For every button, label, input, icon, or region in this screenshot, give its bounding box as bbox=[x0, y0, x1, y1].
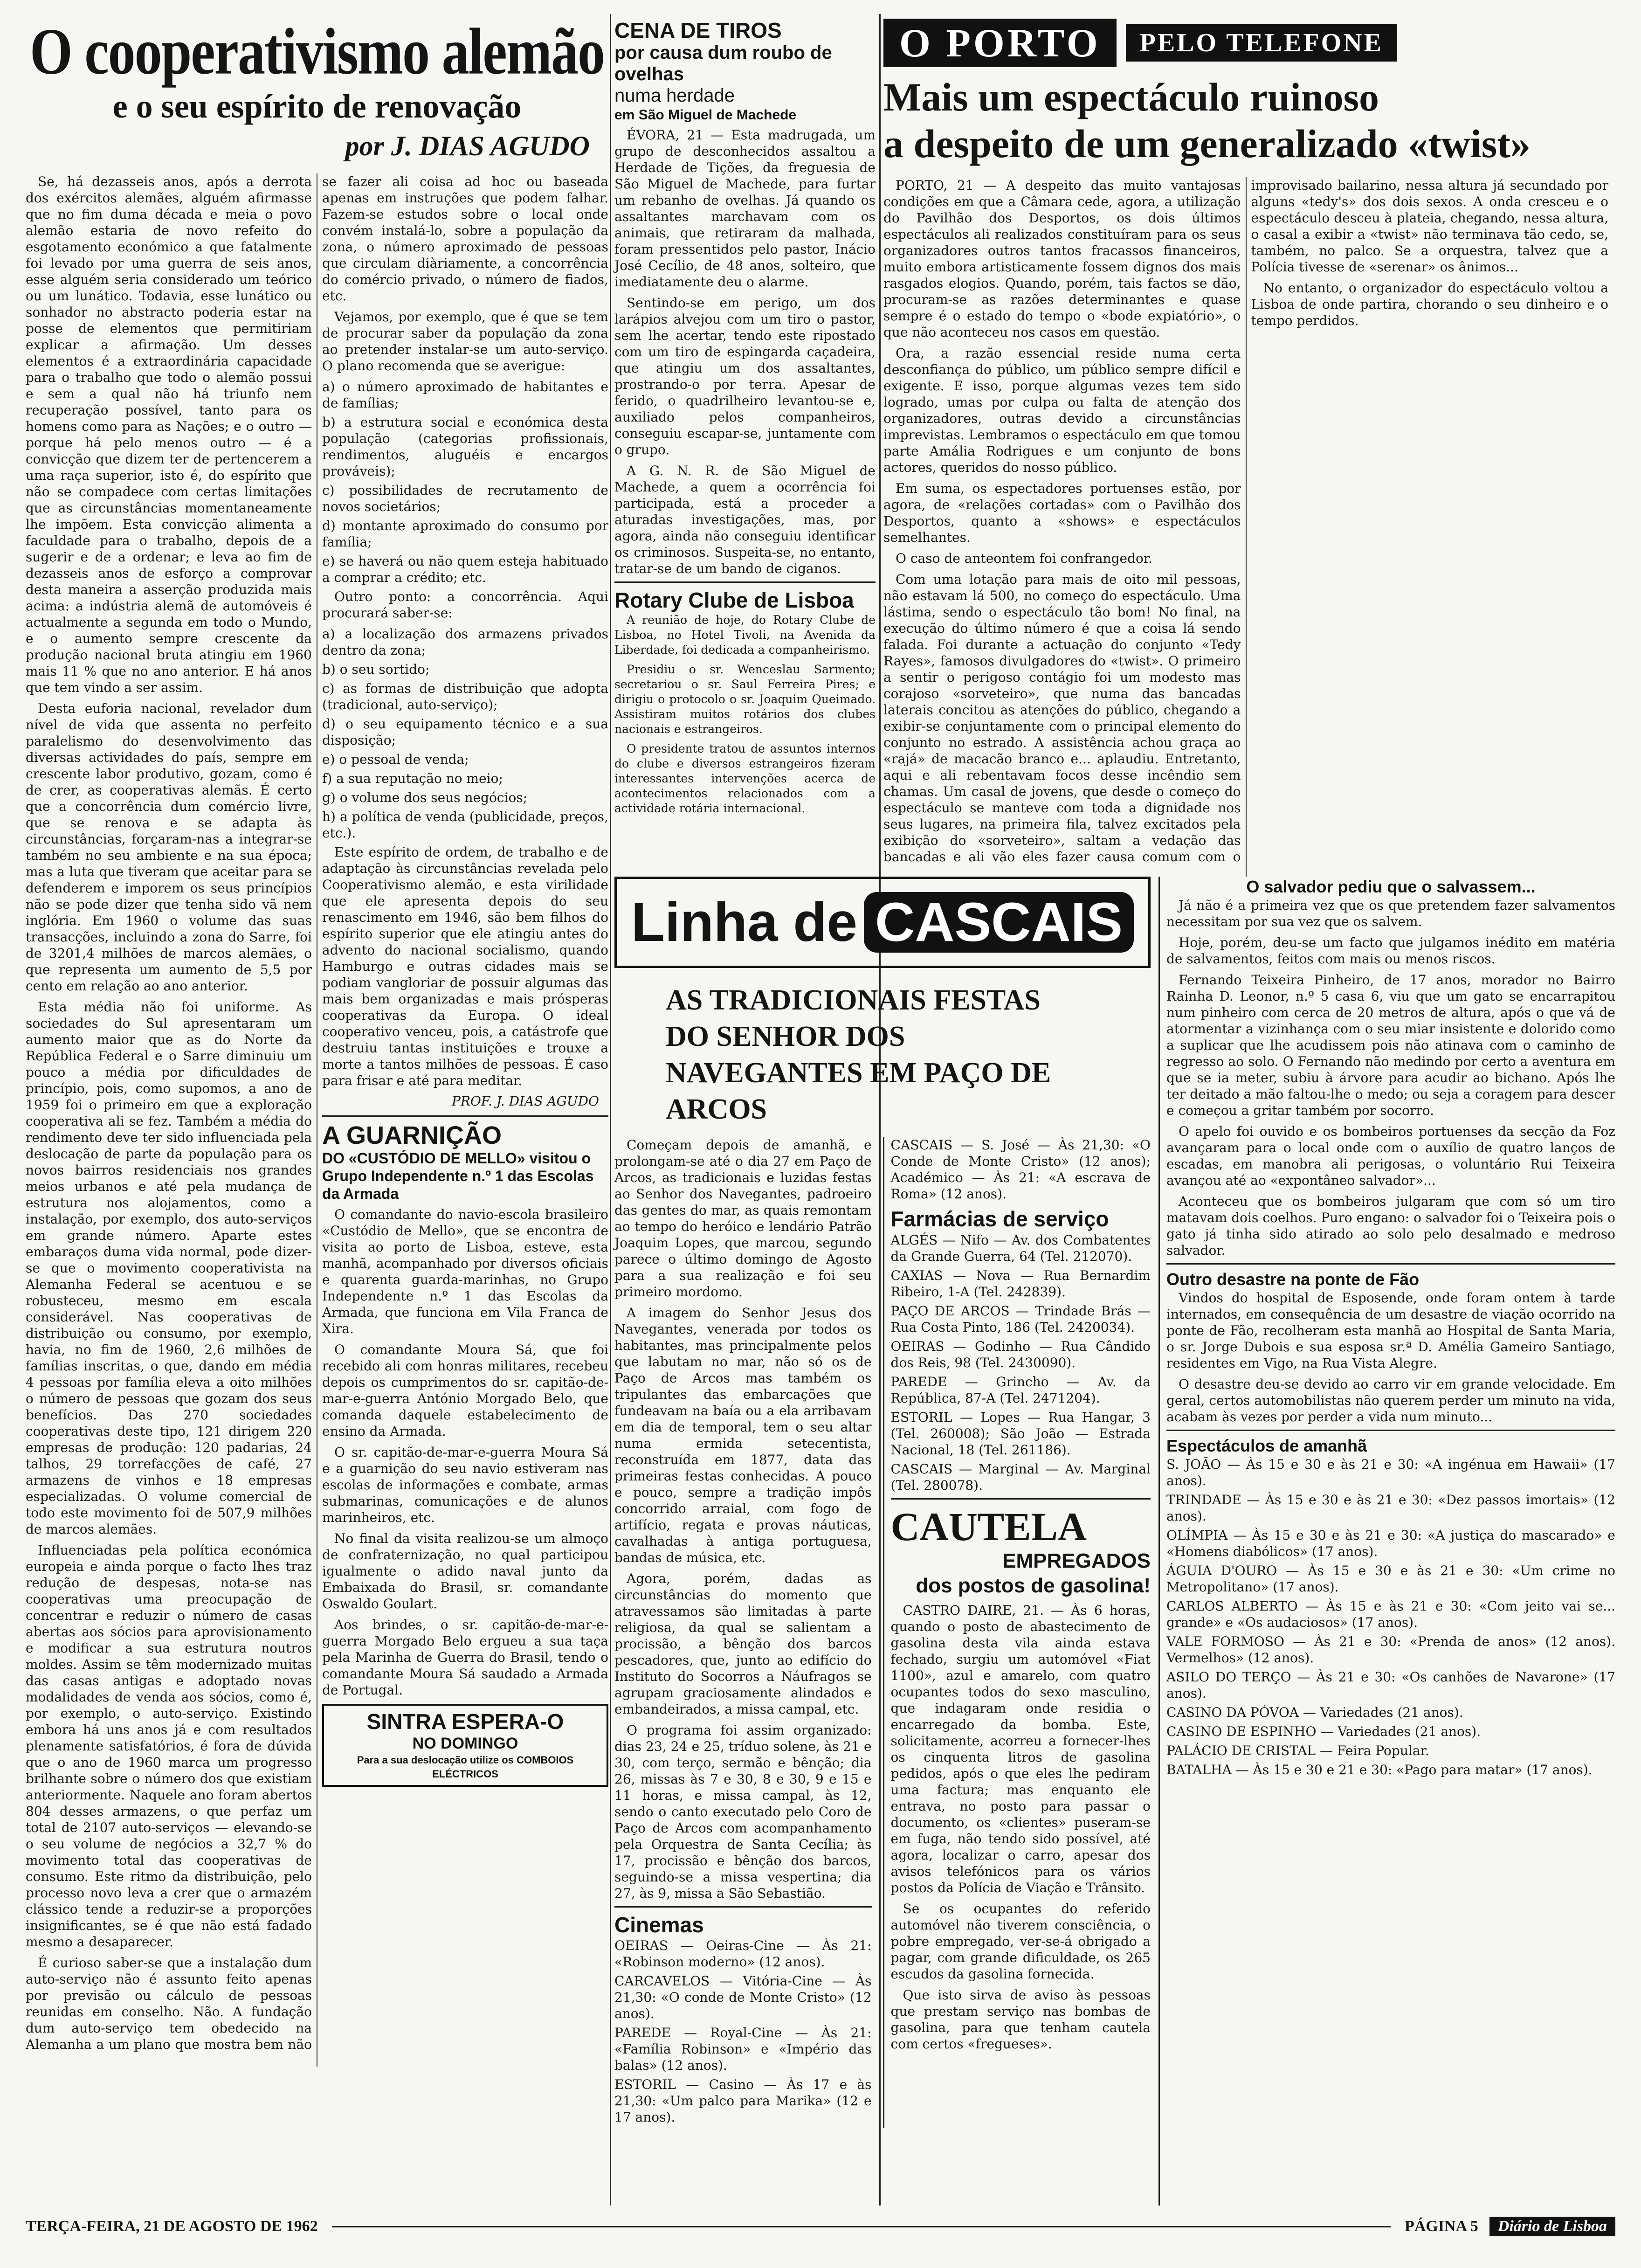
article-guarnicao bbox=[322, 1121, 608, 1698]
column-right bbox=[883, 19, 1620, 175]
divider bbox=[614, 1906, 872, 1908]
espectaculos-title: Espectáculos de amanhã bbox=[1166, 1436, 1367, 1455]
sintra-ad bbox=[322, 1704, 608, 1787]
list-item: BATALHA — Às 15 e 30 e 21 e 30: «Pago para matar» (17 anos). bbox=[1166, 1762, 1593, 1777]
rotary-title: Rotary Clube de Lisboa bbox=[614, 588, 854, 612]
divider bbox=[322, 1115, 608, 1117]
paragraph: Este espírito de ordem, de trabalho e de adaptação às circunstâncias revelada pelo Cooperativismo alemão, e esta virilidade que ele apresenta depois do seu renascimento em 1946, são bem filhos do espírito superior que ele atingiu antes do advento do nacional socialismo, quando Hamburgo e outras cidades mais se podiam vangloriar de possuir algumas das mais bem organizadas e mais prósperas cooperativas da Europa. O ideal cooperativo venceu, pois, a catástrofe que destruiu tantas instituições e trouxe a morte a tantos milhões de pessoas. É caso para frisar e até para meditar. bbox=[322, 844, 608, 1088]
list-item: f) a sua reputação no meio; bbox=[322, 771, 503, 786]
paragraph: Começam depois de amanhã, e prolongam-se até o dia 27 em Paço de Arcos, as tradicionais e luzidas festas ao Senhor dos Navegantes, padroeiro das gentes do mar, as quais remontam ao tempo do heróico e lendário Patrão Joaquim Lopes, que marcou, segundo parece o último domingo de Agosto para a sua realização e foi seu primeiro mordomo. bbox=[614, 1137, 872, 1300]
page-footer bbox=[26, 2215, 1615, 2238]
list-item: d) o seu equipamento técnico e a sua disposição; bbox=[322, 716, 608, 748]
paragraph: O desastre deu-se devido ao carro vir em grande velocidade. Em geral, certos automobilistas não querem perder um minuto na vida, acabam às vezes por perder a vida num minuto... bbox=[1166, 1376, 1615, 1424]
paragraph: No final da visita realizou-se um almoço de confraternização, no qual participou igualmente o adido naval junto da Embaixada do Brasil, sr. comandante Oswaldo Goulart. bbox=[322, 1531, 608, 1611]
paragraph: Desta euforia nacional, revelador dum nível de vida que assenta no perfeito paralelismo do desenvolvimento das diversas actividades do país, sempre em crescente labor produtivo, gozam, como é de crer, as cooperativas alemãs. É certo que a concorrência dum comércio livre, que se renova e se adapta às circunstâncias, forçaram-nas a integrar-se também no seu ambiente e na sua época; mas a luta que tiveram que aceitar para se defenderem e imporem os seus princípios não se pode dizer que tenha sido vã nem inglória. Em 1960 o volume das suas transacções, incluindo a zona do Sarre, foi de 3201,4 milhões de marcos alemães, o que representa um aumento de 5,5 por cento em relação ao ano anterior. bbox=[26, 701, 312, 994]
paragraph: Presidiu o sr. Wenceslau Sarmento; secretariou o sr. Saul Ferreira Pires; e dirigiu o protocolo o sr. Joaquim Queimado. Assistiram muitos rotários dos clubes nacionais e estrangeiros. bbox=[614, 663, 876, 736]
paragraph: Com uma lotação para mais de oito mil pessoas, não estavam lá 500, no começo do espectáculo. Uma lástima, sendo o espectáculo tão bom! No final, na execução do último número é que a coisa lá sendo falada. Foi durante a actuação do conjunto «Tedy Rayes», famosos divulgadores do «twist». O primeiro a sentir o perigoso contágio foi um modesto mas corajoso «sorveteiro», que numa das bancadas laterais concitou as atenções do público, chegando a exibir-se conjuntamente com o principal elemento do conjunto no estrado. A assistência achou graça ao «rajá» de macacão branco e... aplaudiu. Entretanto, aqui e ali rebentavam focos desse incêndio sem chamas. Um casal de jovens, que desde o começo do espectáculo se manteve com toda a dignidade nos seus lugares, na primeira fila, talvez excitados pela exibição do «sorveteiro», saltam a vedação das bancadas e ali vão eles fazer causa comum com o improvisado bailarino, nessa altura já secundado por alguns «tedy's» dos dois sexos. A onda cresceu e o espectáculo desceu à plateia, chegando, nessa altura, o casal a exibir a «twist» não terminava tão cedo, se, também, no palco. Se a orquestra, talvez que a Polícia tivesse de «serenar» os ânimos... bbox=[883, 178, 1608, 864]
list-item: CARLOS ALBERTO — Às 15 e às 21 e 30: «Com jeito vai se... grande» e «Os audaciosos» (17 anos). bbox=[1166, 1598, 1615, 1630]
paragraph: Vindos do hospital de Esposende, onde foram ontem à tarde internados, em consequência de um desastre de viação ocorrido na ponte de Fão, recolheram esta manhã ao Hospital de Santa Maria, o sr. Jorge Dubois e sua esposa sr.ª D. Amélia Gameiro Santiago, residentes em Vigo, na Rua Vista Alegre. bbox=[1166, 1290, 1615, 1371]
divider bbox=[614, 581, 876, 583]
farmacias-list bbox=[891, 1232, 1151, 1494]
list-item: PALÁCIO DE CRISTAL — Feira Popular. bbox=[1166, 1743, 1429, 1758]
list-item: e) o pessoal de venda; bbox=[322, 752, 469, 767]
cascais-right bbox=[883, 1137, 1151, 2128]
list-item: CASINO DA PÓVOA — Variedades (21 anos). bbox=[1166, 1705, 1463, 1720]
paragraph: Que isto sirva de aviso às pessoas que prestam serviço nas bombas de gasolina, para que tenham cautela com certos «fregueses». bbox=[890, 1987, 1151, 2052]
fao-title: Outro desastre na ponte de Fão bbox=[1166, 1270, 1420, 1289]
list-item: CARCAVELOS — Vitória-Cine — Às 21,30: «O conde de Monte Cristo» (12 anos). bbox=[614, 1973, 872, 2021]
espectaculos bbox=[1166, 1436, 1615, 1778]
list-item: g) o volume dos seus negócios; bbox=[322, 790, 528, 805]
divider bbox=[1166, 1263, 1615, 1265]
paragraph: Agora, porém, dadas as circunstâncias do momento que atravessamos são limitadas à parte religiosa, da qual se salientam a procissão, a bênção dos barcos pescadores, que, junto ao edifício do Instituto do Socorros a Náufragos se agrupam graciosamente alindados e embandeirados, a missa campal, etc. bbox=[614, 1571, 872, 1717]
list-item: ÁGUIA D'OURO — Às 15 e 30 e às 21 e 30: «Um crime no Metropolitano» (17 anos). bbox=[1166, 1563, 1615, 1595]
paragraph: A imagem do Senhor Jesus dos Navegantes, venerada por todos os habitantes, mas principalmente pelos que labutam no mar, não só os de Paço de Arcos mas também os tripulantes das embarcações que fundeavam na baía ou a ela arribavam em dia de temporal, tem o seu altar numa ermida setecentista, reconstruída em 1877, data das primeiras festas conhecidas. A pouco e pouco, sempre a tradição impôs concorrido arraial, com fogo de artifício, regata e provas náuticas, cavalhadas à antiga portuguesa, bandas de música, etc. bbox=[614, 1305, 872, 1565]
paragraph: É curioso saber-se que a instalação dum auto-serviço não é assunto feito apenas por previsão ou cálculo de pessoas reunidas em conselho. Não. A fundação dum auto-serviço tem obedecido na Alemanha a um plano que mostra bem não se fazer ali coisa ad hoc ou baseada apenas em instruções que podem falhar. Fazem-se estudos sobre o local onde convém instalá-lo, sobre a população da zona, o número aproximado de pessoas que circulam diàriamente, a concorrência do comércio privado, o número de fiados, etc. bbox=[26, 174, 608, 2052]
sintra-title: SINTRA ESPERA-O bbox=[366, 1709, 564, 1734]
byline: por J. DIAS AGUDO bbox=[345, 131, 590, 161]
signature: PROF. J. DIAS AGUDO bbox=[452, 1093, 599, 1109]
paragraph: O presidente tratou de assuntos internos do clube e diversos estrangeiros fizeram interessantes intervenções acerca de acontecimentos relacionados com a actividade rotária internacional. bbox=[614, 742, 876, 815]
cascais-ad bbox=[614, 877, 1151, 968]
divider bbox=[891, 1498, 1151, 1500]
list-item: PAREDE — Grincho — Av. da República, 87-A (Tel. 2471204). bbox=[890, 1374, 1151, 1406]
cascais-columns bbox=[614, 1137, 1151, 2128]
list-item: c) as formas de distribuição que adopta (tradicional, auto-serviço); bbox=[322, 681, 608, 712]
footer-rule bbox=[332, 2226, 1391, 2227]
article-salvador bbox=[1166, 877, 1615, 1258]
paragraph: Já não é a primeira vez que os que pretendem fazer salvamentos necessitam por sua vez que os salvem. bbox=[1166, 898, 1615, 929]
porto-banner-2: PELO TELEFONE bbox=[1126, 24, 1397, 62]
cascais-prefix: Linha de bbox=[631, 892, 858, 953]
list-item: ALGÉS — Nifo — Av. dos Combatentes da Grande Guerra, 64 (Tel. 212070). bbox=[890, 1232, 1151, 1264]
paragraph: O comandante Moura Sá, que foi recebido ali com honras militares, recebeu depois os cumprimentos do sr. capitão-de-mar-e-guerra António Morgado Belo, que comanda daquele estabelecimento de ensino da Armada. bbox=[322, 1342, 608, 1439]
paragraph: O comandante do navio-escola brasileiro «Custódio de Mello», que se encontra de visita ao porto de Lisboa, esteve, esta manhã, acompanhado por diversos oficiais e quarenta guarda-marinhas, no Grupo Independente n.º 1 das Escolas da Armada, que funciona em Vila Franca de Xira. bbox=[322, 1207, 608, 1336]
espectaculos-list bbox=[1166, 1456, 1615, 1778]
footer-page: PÁGINA 5 bbox=[1405, 2218, 1478, 2235]
column-left bbox=[26, 14, 608, 2067]
cascais-theatre bbox=[891, 1137, 1151, 1202]
paragraph: Se, há dezasseis anos, após a derrota dos exércitos alemães, alguém afirmasse que no fim duma década e meia o povo alemão estaria de novo refeito do esgotamento económico a que fatalmente foi levado por uma guerra de seis anos, esse alguém seria considerado um teórico ou um lunático. Todavia, esse lunático ou sonhador no abstracto poderia estar na posse de elementos que permitiriam explicar a afirmação. Um desses elementos é a extraordinária capacidade para o trabalho que todo o alemão possui e sem a qual não há triunfo nem recuperação possível, tanto para os homens como para as Nações; e o outro — porque há pelo menos outro — é a convicção que dizem ter de pertencerem a uma raça superior, isto é, do espírito que não se compadece com certas limitações que as circunstâncias momentaneamente lhe impõem. Esta convicção alimenta a faculdade para o trabalho, depois de a sugerir e de a ordenar; e leva ao fim de dezasseis anos de esforço a comprovar desta maneira a asserção produzida mais acima: a indústria alemã de automóveis é actualmente a segunda em todo o Mundo, e o aumento sempre crescente da produção nacional bruta atingiu em 1960 mais 11 % que no ano anterior. E há anos que tem vindo a ser assim. bbox=[26, 174, 312, 695]
list-item: e) se haverá ou não quem esteja habituado a comprar a crédito; etc. bbox=[322, 553, 608, 585]
paragraph: ÉVORA, 21 — Esta madrugada, um grupo de desconhecidos assaltou a Herdade de Tições, da freguesia de São Miguel de Machede, para furtar um rebanho de ovelhas. Já quando os assaltantes marchavam com os animais, que retiraram da malhada, foram pressentidos pelo pastor, Inácio José Cecílio, de 48 anos, solteiro, que imediatamente deu o alarme. bbox=[614, 127, 876, 290]
list-item: PAÇO DE ARCOS — Trindade Brás — Rua Costa Pinto, 186 (Tel. 2420034). bbox=[890, 1303, 1151, 1335]
list-ponto bbox=[322, 626, 608, 841]
sintra-line: Para a sua deslocação utilize os COMBOIOS ELÉCTRICOS bbox=[357, 1754, 574, 1780]
list-item: c) possibilidades de recrutamento de novos societários; bbox=[322, 483, 608, 514]
list-item: OEIRAS — Oeiras-Cine — Às 21: «Robinson moderno» (12 anos). bbox=[614, 1938, 872, 1970]
article-fao bbox=[1166, 1269, 1615, 1425]
porto-title: a despeito de um generalizado «twist» bbox=[883, 121, 1531, 166]
paragraph: O programa foi assim organizado: dias 23, 24 e 25, tríduo solene, às 21 e 30, com terço, sermão e bênção; dia 26, missas às 7 e 30, 8 e 30, 9 e 15 e 11 horas, e missa campal, às 12, sendo o canto executado pelo Coro de Paço de Arcos com acompanhamento pela Orquestra de Santa Cecília; às 17, procissão e bênção dos barcos, seguindo-se a missa vespertina; dia 27, às 9, missa a São Sebastião. bbox=[614, 1722, 872, 1901]
cena-title: CENA DE TIROS bbox=[614, 18, 782, 42]
salvador-title: O salvador pediu que o salvassem... bbox=[1246, 877, 1536, 896]
cascais-section bbox=[614, 877, 1151, 2128]
paragraph: Outro ponto: a concorrência. Aqui procurará saber-se: bbox=[322, 589, 608, 621]
list-item: d) montante aproximado do consumo por família; bbox=[322, 518, 608, 550]
paragraph: Sentindo-se em perigo, um dos larápios alvejou com um tiro o pastor, sem lhe acertar, tendo este ripostado com um tiro de espingarda caçadeira, que atingiu um dos assaltantes, prostrando-o por terra. Apesar de ferido, o quadrilheiro levantou-se e, auxiliado pelos companheiros, conseguiu escapar-se, juntamente com o grupo. bbox=[614, 295, 876, 457]
footer-brand: Diário de Lisboa bbox=[1489, 2217, 1615, 2236]
paragraph: Ora, a razão essencial reside numa certa desconfiança do público, um público sempre difícil e exigente. E isso, porque algumas vezes tem sido logrado, umas por culpa ou falta de atenção dos organizadores, outras devido a circunstâncias imprevistas. Lembramos o espectáculo em que tomou parte Amália Rodrigues e um conjunto de bons actores, queridos do nosso público. bbox=[883, 346, 1241, 475]
festas-title: AS TRADICIONAIS FESTAS DO SENHOR DOS NAVEGANTES EM PAÇO DE ARCOS bbox=[666, 984, 1051, 1125]
festas-article bbox=[614, 1137, 872, 2128]
list-item: CASCAIS — S. José — Às 21,30: «O Conde de Monte Cristo» (12 anos); Académico — Às 21: «A escrava de Roma» (12 anos). bbox=[890, 1137, 1151, 1202]
list-item: CASCAIS — Marginal — Av. Marginal (Tel. 280078). bbox=[890, 1461, 1151, 1493]
list-item: OLÍMPIA — Às 15 e 30 e às 21 e 30: «A justiça do mascarado» e «Homens diabólicos» (17 anos). bbox=[1166, 1528, 1615, 1559]
paragraph: Fernando Teixeira Pinheiro, de 17 anos, morador no Bairro Rainha D. Leonor, n.º 5 casa 6, viu que um gato se encarrapitou num pinheiro com cerca de 20 metros de altura, após o que vá de atormentar a vizinhança com o seu miar insistente e dolorido como a suplicar que lhe acudissem pois não atinava com o caminho de regresso ao solo. O Fernando não medindo por certo a aventura em que se ia meter, subiu à árvore para acudir ao bichano. Após lhe ter deitado a mão faltou-lhe o medo; ou seja a coragem para descer e começou a gritar também por socorro. bbox=[1166, 972, 1615, 1118]
list-item: ESTORIL — Lopes — Rua Hangar, 3 (Tel. 260008); São João — Estrada Nacional, 18 (Tel. 261186). bbox=[890, 1410, 1151, 1458]
guarnicao-title: A GUARNIÇÃO bbox=[322, 1121, 502, 1149]
list-item: VALE FORMOSO — Às 21 e 30: «Prenda de anos» (12 anos). Vermelhos» (12 anos). bbox=[1166, 1634, 1615, 1666]
farmacias-title: Farmácias de serviço bbox=[890, 1207, 1109, 1231]
article-body bbox=[26, 173, 608, 2067]
cinemas-list bbox=[614, 1937, 872, 2125]
column-middle bbox=[614, 19, 876, 821]
list-item: h) a política de venda (publicidade, preços, etc.). bbox=[322, 809, 608, 841]
list-item: CAXIAS — Nova — Rua Bernardim Ribeiro, 1-A (Tel. 242839). bbox=[890, 1268, 1151, 1300]
paragraph: Se os ocupantes do referido automóvel não tiverem consciência, o pobre empregado, ver-se-á obrigado a pagar, com grande dificuldade, os 265 escudos da gasolina fornecida. bbox=[890, 1901, 1151, 1982]
paragraph: Em suma, os espectadores portuenses estão, por agora, de «relações cortadas» com o Pavilhão dos Desportos, quanto a «shows» e espectáculos semelhantes. bbox=[883, 481, 1241, 545]
porto-article bbox=[883, 177, 1608, 877]
paragraph: Esta média não foi uniforme. As sociedades do Sul apresentaram um aumento maior que as do Norte da República Federal e o Sarre diminuiu um pouco a média por dificuldades de princípio, pois, como supomos, a ano de 1959 foi o primeiro em que a exploração cooperativa ali se fez. Também a média do rendimento deve ter sido influenciada pela deslocação de parte da população para os novos bairros residenciais nos grandes meios urbanos e até pela mudança de estrutura nos alojamentos, como a instalação, por exemplo, dos auto-serviços em grande número. Aparte estes embaraços duma vida normal, pode dizer-se que o movimento cooperativista na Alemanha Federal se acentuou e se robusteceu, mesmo em escala considerável. Nas cooperativas de distribuição ou consumo, por exemplo, havia, no fim de 1960, 2,6 milhões de famílias inscritas, o que, dando em média 4 pessoas por família eleva a oito milhões o número de pessoas que gozam dos seus benefícios. Das 270 sociedades cooperativas deste tipo, 121 dirigem 220 empresas de produção: 120 padarias, 24 talhos, 29 torrefacções de café, 27 armazens de vinhos e 18 empresas especializadas. O volume comercial de todo este movimento foi de 507,9 milhões de marcos alemães. bbox=[26, 999, 312, 1537]
footer-date: TERÇA-FEIRA, 21 DE AGOSTO DE 1962 bbox=[26, 2218, 318, 2235]
column-far-right bbox=[1158, 877, 1615, 2206]
cautela-subtitle: EMPREGADOS bbox=[1002, 1549, 1151, 1572]
cena-subtitle: em São Miguel de Machede bbox=[614, 107, 797, 123]
paragraph: Aos brindes, o sr. capitão-de-mar-e-guerra Morgado Belo ergueu a sua taça pela Marinha de Guerra do Brasil, tendo o comandante Moura Sá saudado a Armada de Portugal. bbox=[322, 1617, 608, 1698]
cautela-title: CAUTELA bbox=[890, 1504, 1087, 1549]
paragraph: A G. N. R. de São Miguel de Machede, a quem a ocorrência foi participada, está a proceder a aturadas investigações, mas, por agora, ainda não conseguiu identificar os criminosos. Suspeita-se, no entanto, tratar-se de um bando de ciganos. bbox=[614, 463, 876, 576]
list-zona bbox=[322, 379, 608, 586]
list-item: b) a estrutura social e económica desta população (categorias profissionais, rendimentos, aluguéis e encargos prováveis); bbox=[322, 415, 608, 479]
list-item: CASINO DE ESPINHO — Variedades (21 anos). bbox=[1166, 1724, 1481, 1739]
list-item: a) a localização dos armazens privados dentro da zona; bbox=[322, 626, 608, 658]
article-cena-tiros bbox=[614, 19, 876, 577]
cena-subtitle: numa herdade bbox=[614, 85, 735, 106]
list-item: ESTORIL — Casino — Às 17 e às 21,30: «Um palco para Marika» (12 e 17 anos). bbox=[614, 2077, 872, 2125]
paragraph: Hoje, porém, deu-se um facto que julgamos inédito em matéria de salvamentos, feitos com mais ou menos riscos. bbox=[1166, 935, 1615, 967]
list-item: PAREDE — Royal-Cine — Às 21: «Família Robinson» e «Império das balas» (12 anos). bbox=[614, 2025, 872, 2073]
porto-title: Mais um espectáculo ruinoso bbox=[883, 75, 1379, 119]
cautela-subtitle: dos postos de gasolina! bbox=[916, 1574, 1151, 1597]
article-rotary bbox=[614, 588, 876, 816]
article-cooperativismo bbox=[26, 14, 608, 2067]
article-subtitle: e o seu espírito de renovação bbox=[112, 88, 522, 125]
paragraph: O caso de anteontem foi confrangedor. bbox=[896, 551, 1153, 566]
guarnicao-subtitle: DO «CUSTÓDIO DE MELLO» visitou o Grupo Independente n.º 1 das Escolas da Armada bbox=[322, 1150, 594, 1202]
cinemas-title: Cinemas bbox=[614, 1913, 704, 1937]
divider bbox=[1166, 1430, 1615, 1431]
cascais-name: CASCAIS bbox=[864, 892, 1134, 953]
porto-banner bbox=[883, 19, 1620, 67]
paragraph: CASTRO DAIRE, 21. — Às 6 horas, quando o posto de abastecimento de gasolina desta vila ainda estava fechado, surgiu um automóvel «Fiat 1100», azul e amarelo, com quatro ocupantes todos do sexo masculino, que indagaram onde residia o encarregado da bomba. Este, solicitamente, acorreu a fornecer-lhes os cinquenta litros de gasolina pedidos, após o que eles lhe pediram uma factura; mas enquanto ele entrava, no posto para passar o documento, os «clientes» puseram-se em fuga, não tendo sido possível, até agora, localizar o carro, apesar dos avisos telefónicos para os vários postos da Polícia de Viação e Trânsito. bbox=[890, 1603, 1151, 1895]
sintra-subtitle: NO DOMINGO bbox=[412, 1735, 518, 1752]
paragraph: No entanto, o organizador do espectáculo voltou a Lisboa de onde partira, chorando o seu dinheiro e o tempo perdidos. bbox=[1251, 280, 1608, 328]
paragraph: O apelo foi ouvido e os bombeiros portuenses da secção da Foz avançaram para o local onde com o auxílio de quatro lanços de escadas, em manobra ali perigosas, o voluntário Rui Teixeira avançou até ao «expontâneo salvador»... bbox=[1166, 1124, 1615, 1188]
paragraph: O sr. capitão-de-mar-e-guerra Moura Sá e a guarnição do seu navio estiveram nas escolas de informações e combate, armas submarinas, comunicações e de alunos marinheiros, etc. bbox=[322, 1445, 608, 1525]
cena-subtitle: por causa dum roubo de ovelhas bbox=[614, 42, 832, 84]
article-title: O cooperativismo alemão bbox=[29, 14, 605, 88]
column-rule bbox=[610, 14, 611, 2206]
paragraph: A reunião de hoje, do Rotary Clube de Lisboa, no Hotel Tivoli, na Avenida da Liberdade, foi dedicada a companheirismo. bbox=[614, 613, 876, 657]
paragraph: Influenciadas pela política económica europeia e ainda porque o facto lhes traz redução de despesas, nota-se nas cooperativas uma preocupação de concentrar e reduzir o número de casas abertas aos sócios para aprovisionamento e modificar a sua estrutura noutros moldes. Assim se têm modernizado muitas das casas antigas e adoptado novas modalidades de venda aos sócios, como é, por exemplo, o auto-serviço. Existindo embora há uns anos já e com resultados plenamente satisfatórios, é fora de dúvida que o ano de 1960 marca um progresso brilhante sobre o número dos que existiam anteriormente. Naquele ano foram abertos 804 desses armazens, o que perfaz um total de 2107 auto-serviços — elevando-se o seu volume de negócios a 32,7 % do movimento total das cooperativas de consumo. Este ritmo da distribuição, pelo processo novo leva a crer que o armazém clássico tende a reduzir-se a proporções insignificantes, se é que não está fadado mesmo a desaparecer. bbox=[26, 1542, 312, 1950]
list-item: ASILO DO TERÇO — Às 21 e 30: «Os canhões de Navarone» (17 anos). bbox=[1166, 1669, 1615, 1701]
paragraph: PORTO, 21 — A despeito das muito vantajosas condições em que a Câmara cede, agora, a utilização do Pavilhão dos Desportos, os dois últimos espectáculos ali realizados constituíram para os seus organizadores outros tantos fracassos financeiros, muito embora artisticamente fossem dignos dos mais rasgados elogios. Quando, porém, tais factos se dão, procuram-se as razões determinantes e quase sempre é o estado do tempo o «bode expiatório», o que não aconteceu nos casos em questão. bbox=[883, 178, 1241, 340]
list-item: S. JOÃO — Às 15 e 30 e às 21 e 30: «A ingénua em Hawaii» (17 anos). bbox=[1166, 1457, 1615, 1488]
paragraph: Vejamos, por exemplo, que é que se tem de procurar saber da população da zona ao pretender instalar-se um auto-serviço. O plano recomenda que se averigue: bbox=[322, 309, 608, 373]
list-item: TRINDADE — Às 15 e 30 e às 21 e 30: «Dez passos imortais» (12 anos). bbox=[1166, 1492, 1615, 1524]
porto-banner-1: O PORTO bbox=[883, 19, 1117, 67]
list-item: a) o número aproximado de habitantes e de famílias; bbox=[322, 379, 608, 411]
list-item: b) o seu sortido; bbox=[322, 662, 430, 677]
list-item: OEIRAS — Godinho — Rua Cândido dos Reis, 98 (Tel. 2430090). bbox=[890, 1339, 1151, 1370]
paragraph: Aconteceu que os bombeiros julgaram que com só um tiro matavam dois coelhos. Puro engano: o salvador foi o Teixeira pois o gato já tinha sido atirado ao solo pelo desalmado e medroso salvador. bbox=[1166, 1194, 1615, 1258]
